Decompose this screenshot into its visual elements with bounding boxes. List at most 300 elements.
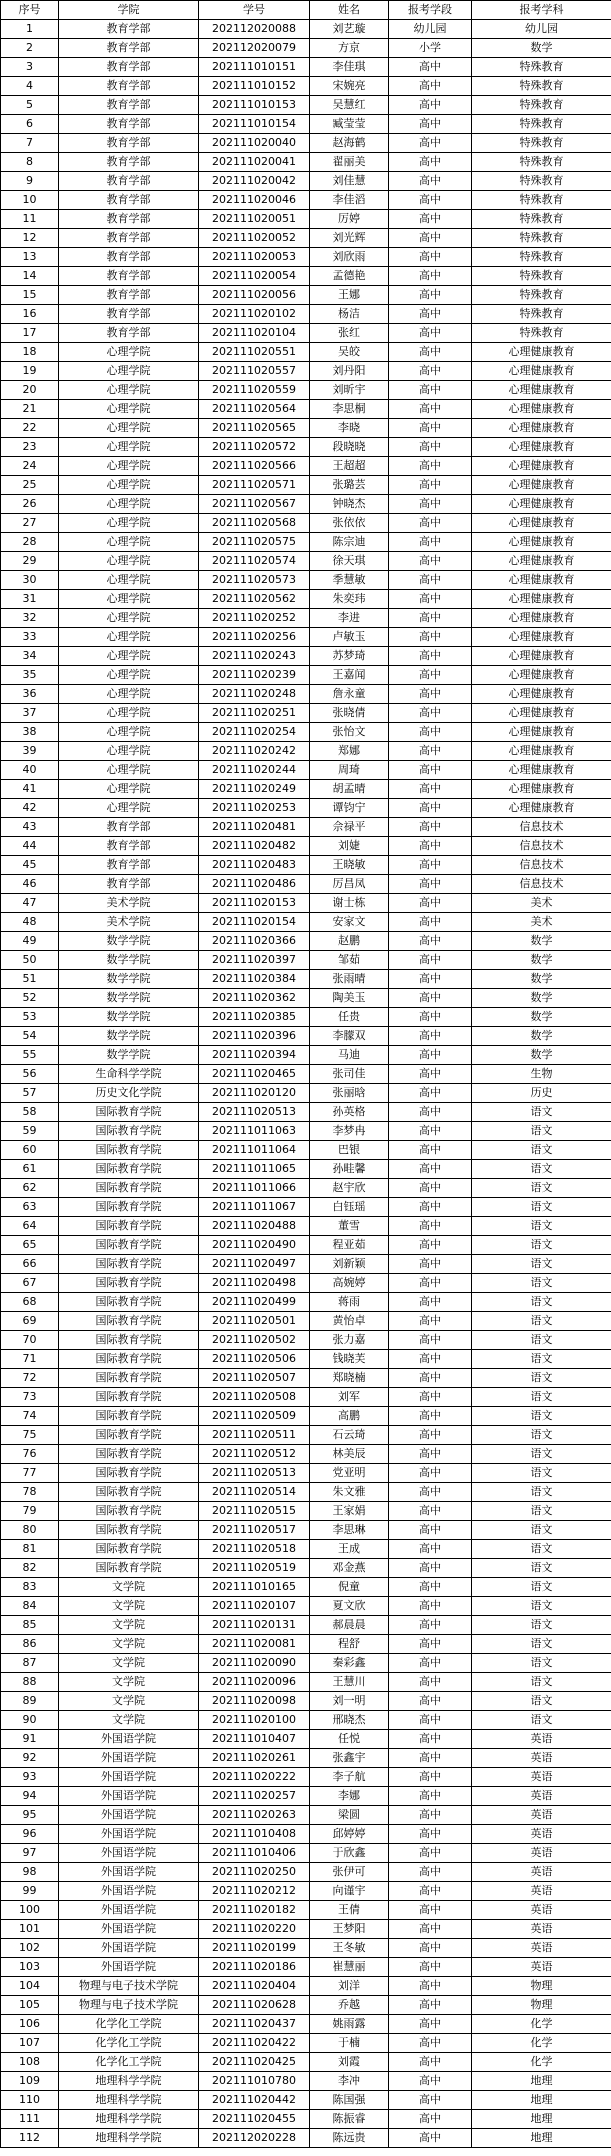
cell-serial-number[interactable]: 70 (1, 1331, 59, 1350)
cell-exam-level[interactable]: 高中 (389, 210, 472, 229)
cell-college[interactable]: 心理学院 (59, 533, 199, 552)
cell-exam-level[interactable]: 高中 (389, 723, 472, 742)
cell-exam-subject[interactable]: 化学 (472, 2015, 611, 2034)
cell-exam-subject[interactable]: 语文 (472, 1198, 611, 1217)
cell-college[interactable]: 外国语学院 (59, 1787, 199, 1806)
cell-serial-number[interactable]: 41 (1, 780, 59, 799)
cell-student-id[interactable]: 202111020559 (199, 381, 310, 400)
cell-exam-level[interactable]: 高中 (389, 875, 472, 894)
cell-name[interactable]: 赵鹏 (310, 932, 389, 951)
cell-serial-number[interactable]: 105 (1, 1996, 59, 2015)
cell-name[interactable]: 巴银 (310, 1141, 389, 1160)
cell-college[interactable]: 外国语学院 (59, 1844, 199, 1863)
cell-name[interactable]: 徐天琪 (310, 552, 389, 571)
cell-student-id[interactable]: 202111020098 (199, 1692, 310, 1711)
cell-college[interactable]: 地理科学学院 (59, 2110, 199, 2129)
cell-college[interactable]: 心理学院 (59, 780, 199, 799)
cell-serial-number[interactable]: 109 (1, 2072, 59, 2091)
cell-student-id[interactable]: 202111011067 (199, 1198, 310, 1217)
cell-student-id[interactable]: 202111020090 (199, 1654, 310, 1673)
cell-exam-subject[interactable]: 英语 (472, 1901, 611, 1920)
cell-exam-subject[interactable]: 语文 (472, 1274, 611, 1293)
cell-exam-level[interactable]: 高中 (389, 761, 472, 780)
cell-college[interactable]: 心理学院 (59, 419, 199, 438)
cell-student-id[interactable]: 202111020053 (199, 248, 310, 267)
cell-exam-level[interactable]: 高中 (389, 1445, 472, 1464)
cell-college[interactable]: 心理学院 (59, 438, 199, 457)
cell-college[interactable]: 化学化工学院 (59, 2034, 199, 2053)
cell-college[interactable]: 物理与电子技术学院 (59, 1977, 199, 1996)
cell-student-id[interactable]: 202111020131 (199, 1616, 310, 1635)
cell-student-id[interactable]: 202111020498 (199, 1274, 310, 1293)
cell-exam-subject[interactable]: 数学 (472, 951, 611, 970)
cell-student-id[interactable]: 202111020242 (199, 742, 310, 761)
cell-exam-level[interactable]: 高中 (389, 1426, 472, 1445)
cell-student-id[interactable]: 202111020222 (199, 1768, 310, 1787)
cell-name[interactable]: 任悦 (310, 1730, 389, 1749)
cell-serial-number[interactable]: 81 (1, 1540, 59, 1559)
cell-college[interactable]: 心理学院 (59, 723, 199, 742)
cell-name[interactable]: 王超超 (310, 457, 389, 476)
cell-name[interactable]: 谭钧宁 (310, 799, 389, 818)
cell-exam-level[interactable]: 高中 (389, 1521, 472, 1540)
cell-exam-level[interactable]: 高中 (389, 96, 472, 115)
cell-exam-subject[interactable]: 特殊教育 (472, 115, 611, 134)
cell-exam-level[interactable]: 高中 (389, 1483, 472, 1502)
cell-exam-subject[interactable]: 历史 (472, 1084, 611, 1103)
cell-student-id[interactable]: 202111020483 (199, 856, 310, 875)
cell-name[interactable]: 朱奕玮 (310, 590, 389, 609)
cell-serial-number[interactable]: 3 (1, 58, 59, 77)
cell-student-id[interactable]: 202111020254 (199, 723, 310, 742)
cell-exam-level[interactable]: 高中 (389, 1901, 472, 1920)
cell-student-id[interactable]: 202111020046 (199, 191, 310, 210)
cell-student-id[interactable]: 202111020244 (199, 761, 310, 780)
cell-exam-level[interactable]: 高中 (389, 951, 472, 970)
cell-exam-subject[interactable]: 地理 (472, 2110, 611, 2129)
cell-exam-level[interactable]: 高中 (389, 1255, 472, 1274)
cell-exam-level[interactable]: 高中 (389, 704, 472, 723)
cell-college[interactable]: 国际教育学院 (59, 1464, 199, 1483)
cell-student-id[interactable]: 202111020100 (199, 1711, 310, 1730)
cell-college[interactable]: 外国语学院 (59, 1749, 199, 1768)
cell-serial-number[interactable]: 77 (1, 1464, 59, 1483)
cell-name[interactable]: 刘军 (310, 1388, 389, 1407)
cell-serial-number[interactable]: 50 (1, 951, 59, 970)
cell-exam-subject[interactable]: 生物 (472, 1065, 611, 1084)
cell-exam-subject[interactable]: 语文 (472, 1635, 611, 1654)
cell-serial-number[interactable]: 93 (1, 1768, 59, 1787)
cell-serial-number[interactable]: 10 (1, 191, 59, 210)
cell-name[interactable]: 段晓晓 (310, 438, 389, 457)
cell-exam-subject[interactable]: 特殊教育 (472, 191, 611, 210)
cell-serial-number[interactable]: 42 (1, 799, 59, 818)
cell-student-id[interactable]: 202111020051 (199, 210, 310, 229)
cell-name[interactable]: 孙英格 (310, 1103, 389, 1122)
cell-college[interactable]: 教育学部 (59, 58, 199, 77)
cell-college[interactable]: 国际教育学院 (59, 1122, 199, 1141)
cell-college[interactable]: 国际教育学院 (59, 1312, 199, 1331)
cell-exam-level[interactable]: 高中 (389, 1977, 472, 1996)
cell-serial-number[interactable]: 54 (1, 1027, 59, 1046)
cell-college[interactable]: 教育学部 (59, 20, 199, 39)
cell-exam-subject[interactable]: 语文 (472, 1445, 611, 1464)
cell-exam-subject[interactable]: 语文 (472, 1312, 611, 1331)
cell-college[interactable]: 国际教育学院 (59, 1331, 199, 1350)
cell-student-id[interactable]: 202111020497 (199, 1255, 310, 1274)
cell-serial-number[interactable]: 69 (1, 1312, 59, 1331)
cell-college[interactable]: 国际教育学院 (59, 1198, 199, 1217)
cell-student-id[interactable]: 202111020501 (199, 1312, 310, 1331)
cell-college[interactable]: 教育学部 (59, 248, 199, 267)
cell-exam-subject[interactable]: 物理 (472, 1996, 611, 2015)
cell-student-id[interactable]: 202111020186 (199, 1958, 310, 1977)
cell-serial-number[interactable]: 49 (1, 932, 59, 951)
cell-exam-level[interactable]: 高中 (389, 1559, 472, 1578)
cell-serial-number[interactable]: 12 (1, 229, 59, 248)
cell-name[interactable]: 郑娜 (310, 742, 389, 761)
cell-college[interactable]: 地理科学学院 (59, 2091, 199, 2110)
cell-exam-level[interactable]: 高中 (389, 1160, 472, 1179)
cell-name[interactable]: 于楠 (310, 2034, 389, 2053)
cell-exam-level[interactable]: 高中 (389, 1939, 472, 1958)
cell-serial-number[interactable]: 21 (1, 400, 59, 419)
cell-name[interactable]: 李朦双 (310, 1027, 389, 1046)
cell-name[interactable]: 李思桐 (310, 400, 389, 419)
cell-name[interactable]: 王梦阳 (310, 1920, 389, 1939)
cell-serial-number[interactable]: 51 (1, 970, 59, 989)
cell-college[interactable]: 外国语学院 (59, 1882, 199, 1901)
cell-college[interactable]: 国际教育学院 (59, 1369, 199, 1388)
cell-student-id[interactable]: 202112020228 (199, 2129, 310, 2148)
header-serial-number[interactable]: 序号 (1, 1, 59, 20)
cell-college[interactable]: 教育学部 (59, 115, 199, 134)
cell-name[interactable]: 刘新颖 (310, 1255, 389, 1274)
cell-student-id[interactable]: 202111020366 (199, 932, 310, 951)
cell-name[interactable]: 张丽晗 (310, 1084, 389, 1103)
cell-exam-subject[interactable]: 语文 (472, 1673, 611, 1692)
cell-serial-number[interactable]: 14 (1, 267, 59, 286)
cell-serial-number[interactable]: 94 (1, 1787, 59, 1806)
cell-serial-number[interactable]: 112 (1, 2129, 59, 2148)
cell-student-id[interactable]: 202111020253 (199, 799, 310, 818)
cell-student-id[interactable]: 202111020557 (199, 362, 310, 381)
cell-student-id[interactable]: 202111020507 (199, 1369, 310, 1388)
cell-student-id[interactable]: 202111020239 (199, 666, 310, 685)
cell-exam-subject[interactable]: 心理健康教育 (472, 704, 611, 723)
cell-name[interactable]: 李佳滔 (310, 191, 389, 210)
cell-name[interactable]: 孙畦馨 (310, 1160, 389, 1179)
cell-college[interactable]: 心理学院 (59, 685, 199, 704)
cell-exam-subject[interactable]: 数学 (472, 39, 611, 58)
cell-name[interactable]: 詹永童 (310, 685, 389, 704)
cell-name[interactable]: 刘一明 (310, 1692, 389, 1711)
cell-exam-subject[interactable]: 语文 (472, 1692, 611, 1711)
cell-college[interactable]: 国际教育学院 (59, 1293, 199, 1312)
cell-exam-subject[interactable]: 心理健康教育 (472, 514, 611, 533)
cell-exam-level[interactable]: 高中 (389, 1027, 472, 1046)
cell-college[interactable]: 数学学院 (59, 1008, 199, 1027)
cell-exam-subject[interactable]: 心理健康教育 (472, 590, 611, 609)
cell-student-id[interactable]: 202112020088 (199, 20, 310, 39)
cell-student-id[interactable]: 202111020508 (199, 1388, 310, 1407)
cell-exam-level[interactable]: 高中 (389, 780, 472, 799)
cell-serial-number[interactable]: 85 (1, 1616, 59, 1635)
cell-college[interactable]: 教育学部 (59, 818, 199, 837)
cell-serial-number[interactable]: 39 (1, 742, 59, 761)
cell-exam-level[interactable]: 高中 (389, 1065, 472, 1084)
cell-exam-level[interactable]: 高中 (389, 818, 472, 837)
cell-exam-level[interactable]: 高中 (389, 134, 472, 153)
cell-exam-level[interactable]: 高中 (389, 856, 472, 875)
cell-exam-subject[interactable]: 语文 (472, 1559, 611, 1578)
cell-name[interactable]: 钱晓芙 (310, 1350, 389, 1369)
cell-name[interactable]: 夏文欣 (310, 1597, 389, 1616)
cell-student-id[interactable]: 202111020513 (199, 1103, 310, 1122)
cell-serial-number[interactable]: 7 (1, 134, 59, 153)
cell-exam-subject[interactable]: 心理健康教育 (472, 381, 611, 400)
cell-serial-number[interactable]: 82 (1, 1559, 59, 1578)
cell-serial-number[interactable]: 13 (1, 248, 59, 267)
cell-exam-level[interactable]: 高中 (389, 2091, 472, 2110)
cell-college[interactable]: 心理学院 (59, 609, 199, 628)
cell-serial-number[interactable]: 53 (1, 1008, 59, 1027)
cell-name[interactable]: 石云琦 (310, 1426, 389, 1445)
cell-name[interactable]: 林美辰 (310, 1445, 389, 1464)
cell-college[interactable]: 心理学院 (59, 742, 199, 761)
cell-name[interactable]: 李梦冉 (310, 1122, 389, 1141)
cell-college[interactable]: 国际教育学院 (59, 1426, 199, 1445)
cell-name[interactable]: 孟德艳 (310, 267, 389, 286)
cell-college[interactable]: 化学化工学院 (59, 2015, 199, 2034)
cell-exam-level[interactable]: 高中 (389, 1768, 472, 1787)
cell-serial-number[interactable]: 48 (1, 913, 59, 932)
cell-college[interactable]: 文学院 (59, 1654, 199, 1673)
cell-exam-level[interactable]: 高中 (389, 1540, 472, 1559)
cell-student-id[interactable]: 202111020573 (199, 571, 310, 590)
cell-name[interactable]: 佘禄平 (310, 818, 389, 837)
cell-student-id[interactable]: 202111020455 (199, 2110, 310, 2129)
cell-student-id[interactable]: 202111010406 (199, 1844, 310, 1863)
cell-exam-level[interactable]: 高中 (389, 837, 472, 856)
cell-exam-level[interactable]: 高中 (389, 400, 472, 419)
cell-serial-number[interactable]: 67 (1, 1274, 59, 1293)
cell-exam-subject[interactable]: 语文 (472, 1521, 611, 1540)
cell-exam-subject[interactable]: 地理 (472, 2072, 611, 2091)
cell-student-id[interactable]: 202111020397 (199, 951, 310, 970)
cell-exam-level[interactable]: 高中 (389, 894, 472, 913)
cell-college[interactable]: 数学学院 (59, 970, 199, 989)
cell-serial-number[interactable]: 11 (1, 210, 59, 229)
cell-name[interactable]: 李进 (310, 609, 389, 628)
cell-college[interactable]: 心理学院 (59, 571, 199, 590)
cell-exam-level[interactable]: 高中 (389, 1388, 472, 1407)
cell-exam-level[interactable]: 高中 (389, 2110, 472, 2129)
cell-serial-number[interactable]: 87 (1, 1654, 59, 1673)
cell-exam-level[interactable]: 高中 (389, 305, 472, 324)
cell-name[interactable]: 苏梦琦 (310, 647, 389, 666)
cell-name[interactable]: 邓金燕 (310, 1559, 389, 1578)
cell-exam-subject[interactable]: 心理健康教育 (472, 495, 611, 514)
cell-exam-level[interactable]: 高中 (389, 552, 472, 571)
cell-college[interactable]: 外国语学院 (59, 1901, 199, 1920)
cell-serial-number[interactable]: 57 (1, 1084, 59, 1103)
cell-name[interactable]: 邢晓杰 (310, 1711, 389, 1730)
cell-exam-subject[interactable]: 心理健康教育 (472, 400, 611, 419)
cell-name[interactable]: 翟丽美 (310, 153, 389, 172)
cell-exam-subject[interactable]: 语文 (472, 1331, 611, 1350)
cell-exam-level[interactable]: 高中 (389, 1844, 472, 1863)
cell-name[interactable]: 张鑫宇 (310, 1749, 389, 1768)
cell-serial-number[interactable]: 4 (1, 77, 59, 96)
cell-name[interactable]: 吴慧红 (310, 96, 389, 115)
cell-college[interactable]: 外国语学院 (59, 1958, 199, 1977)
cell-exam-level[interactable]: 高中 (389, 1635, 472, 1654)
cell-serial-number[interactable]: 107 (1, 2034, 59, 2053)
cell-exam-level[interactable]: 高中 (389, 191, 472, 210)
cell-exam-level[interactable]: 高中 (389, 1597, 472, 1616)
cell-exam-level[interactable]: 高中 (389, 1692, 472, 1711)
cell-student-id[interactable]: 202111011065 (199, 1160, 310, 1179)
cell-exam-subject[interactable]: 地理 (472, 2091, 611, 2110)
cell-student-id[interactable]: 202111020515 (199, 1502, 310, 1521)
cell-exam-subject[interactable]: 语文 (472, 1711, 611, 1730)
cell-name[interactable]: 蒋雨 (310, 1293, 389, 1312)
cell-exam-subject[interactable]: 语文 (472, 1426, 611, 1445)
cell-name[interactable]: 陈振睿 (310, 2110, 389, 2129)
cell-name[interactable]: 陈国强 (310, 2091, 389, 2110)
cell-exam-subject[interactable]: 地理 (472, 2129, 611, 2148)
cell-exam-subject[interactable]: 英语 (472, 1749, 611, 1768)
cell-exam-subject[interactable]: 语文 (472, 1502, 611, 1521)
cell-college[interactable]: 国际教育学院 (59, 1236, 199, 1255)
cell-college[interactable]: 文学院 (59, 1673, 199, 1692)
cell-college[interactable]: 教育学部 (59, 191, 199, 210)
cell-college[interactable]: 国际教育学院 (59, 1559, 199, 1578)
cell-serial-number[interactable]: 83 (1, 1578, 59, 1597)
cell-exam-subject[interactable]: 英语 (472, 1768, 611, 1787)
cell-serial-number[interactable]: 19 (1, 362, 59, 381)
cell-exam-level[interactable]: 高中 (389, 1350, 472, 1369)
cell-serial-number[interactable]: 73 (1, 1388, 59, 1407)
cell-exam-subject[interactable]: 语文 (472, 1388, 611, 1407)
cell-name[interactable]: 李娜 (310, 1787, 389, 1806)
cell-college[interactable]: 心理学院 (59, 343, 199, 362)
cell-serial-number[interactable]: 26 (1, 495, 59, 514)
cell-serial-number[interactable]: 76 (1, 1445, 59, 1464)
cell-exam-subject[interactable]: 英语 (472, 1806, 611, 1825)
cell-student-id[interactable]: 202111020107 (199, 1597, 310, 1616)
cell-exam-level[interactable]: 高中 (389, 1122, 472, 1141)
cell-exam-level[interactable]: 高中 (389, 1863, 472, 1882)
cell-exam-level[interactable]: 高中 (389, 609, 472, 628)
cell-college[interactable]: 国际教育学院 (59, 1255, 199, 1274)
cell-exam-level[interactable]: 高中 (389, 1578, 472, 1597)
cell-student-id[interactable]: 202111020249 (199, 780, 310, 799)
cell-exam-level[interactable]: 高中 (389, 1369, 472, 1388)
cell-exam-subject[interactable]: 特殊教育 (472, 324, 611, 343)
cell-exam-subject[interactable]: 心理健康教育 (472, 438, 611, 457)
cell-college[interactable]: 国际教育学院 (59, 1407, 199, 1426)
cell-serial-number[interactable]: 89 (1, 1692, 59, 1711)
cell-exam-subject[interactable]: 数学 (472, 989, 611, 1008)
cell-name[interactable]: 王晓敏 (310, 856, 389, 875)
cell-college[interactable]: 文学院 (59, 1616, 199, 1635)
cell-student-id[interactable]: 202111020571 (199, 476, 310, 495)
cell-college[interactable]: 教育学部 (59, 39, 199, 58)
cell-name[interactable]: 安家文 (310, 913, 389, 932)
cell-college[interactable]: 教育学部 (59, 134, 199, 153)
cell-exam-subject[interactable]: 信息技术 (472, 837, 611, 856)
cell-student-id[interactable]: 202111020041 (199, 153, 310, 172)
cell-serial-number[interactable]: 75 (1, 1426, 59, 1445)
cell-college[interactable]: 教育学部 (59, 172, 199, 191)
cell-college[interactable]: 数学学院 (59, 989, 199, 1008)
cell-name[interactable]: 刘佳慧 (310, 172, 389, 191)
cell-exam-level[interactable]: 高中 (389, 324, 472, 343)
cell-serial-number[interactable]: 100 (1, 1901, 59, 1920)
cell-student-id[interactable]: 202111020575 (199, 533, 310, 552)
cell-college[interactable]: 教育学部 (59, 324, 199, 343)
cell-name[interactable]: 崔慧丽 (310, 1958, 389, 1977)
cell-student-id[interactable]: 202111020513 (199, 1464, 310, 1483)
cell-exam-level[interactable]: 高中 (389, 1806, 472, 1825)
cell-college[interactable]: 外国语学院 (59, 1768, 199, 1787)
cell-name[interactable]: 张怡文 (310, 723, 389, 742)
cell-exam-subject[interactable]: 语文 (472, 1179, 611, 1198)
cell-exam-subject[interactable]: 特殊教育 (472, 134, 611, 153)
cell-exam-subject[interactable]: 英语 (472, 1958, 611, 1977)
cell-serial-number[interactable]: 101 (1, 1920, 59, 1939)
cell-name[interactable]: 李冲 (310, 2072, 389, 2091)
cell-college[interactable]: 教育学部 (59, 837, 199, 856)
cell-college[interactable]: 心理学院 (59, 495, 199, 514)
cell-student-id[interactable]: 202111020385 (199, 1008, 310, 1027)
cell-serial-number[interactable]: 2 (1, 39, 59, 58)
cell-serial-number[interactable]: 20 (1, 381, 59, 400)
cell-serial-number[interactable]: 84 (1, 1597, 59, 1616)
cell-exam-level[interactable]: 高中 (389, 1787, 472, 1806)
cell-serial-number[interactable]: 31 (1, 590, 59, 609)
cell-exam-subject[interactable]: 心理健康教育 (472, 419, 611, 438)
cell-college[interactable]: 教育学部 (59, 210, 199, 229)
cell-name[interactable]: 刘洋 (310, 1977, 389, 1996)
cell-exam-subject[interactable]: 语文 (472, 1350, 611, 1369)
cell-exam-level[interactable]: 高中 (389, 1331, 472, 1350)
cell-name[interactable]: 方京 (310, 39, 389, 58)
cell-serial-number[interactable]: 25 (1, 476, 59, 495)
cell-exam-level[interactable]: 小学 (389, 39, 472, 58)
cell-exam-subject[interactable]: 信息技术 (472, 856, 611, 875)
cell-college[interactable]: 文学院 (59, 1635, 199, 1654)
cell-name[interactable]: 王娜 (310, 286, 389, 305)
cell-student-id[interactable]: 202111020486 (199, 875, 310, 894)
cell-college[interactable]: 心理学院 (59, 761, 199, 780)
cell-student-id[interactable]: 202111020251 (199, 704, 310, 723)
cell-student-id[interactable]: 202111010154 (199, 115, 310, 134)
cell-exam-subject[interactable]: 语文 (472, 1578, 611, 1597)
cell-exam-subject[interactable]: 心理健康教育 (472, 552, 611, 571)
cell-name[interactable]: 高鹏 (310, 1407, 389, 1426)
cell-exam-subject[interactable]: 特殊教育 (472, 229, 611, 248)
cell-serial-number[interactable]: 16 (1, 305, 59, 324)
cell-exam-level[interactable]: 高中 (389, 989, 472, 1008)
cell-college[interactable]: 历史文化学院 (59, 1084, 199, 1103)
cell-college[interactable]: 国际教育学院 (59, 1483, 199, 1502)
cell-exam-subject[interactable]: 语文 (472, 1540, 611, 1559)
cell-serial-number[interactable]: 33 (1, 628, 59, 647)
cell-name[interactable]: 胡孟晴 (310, 780, 389, 799)
